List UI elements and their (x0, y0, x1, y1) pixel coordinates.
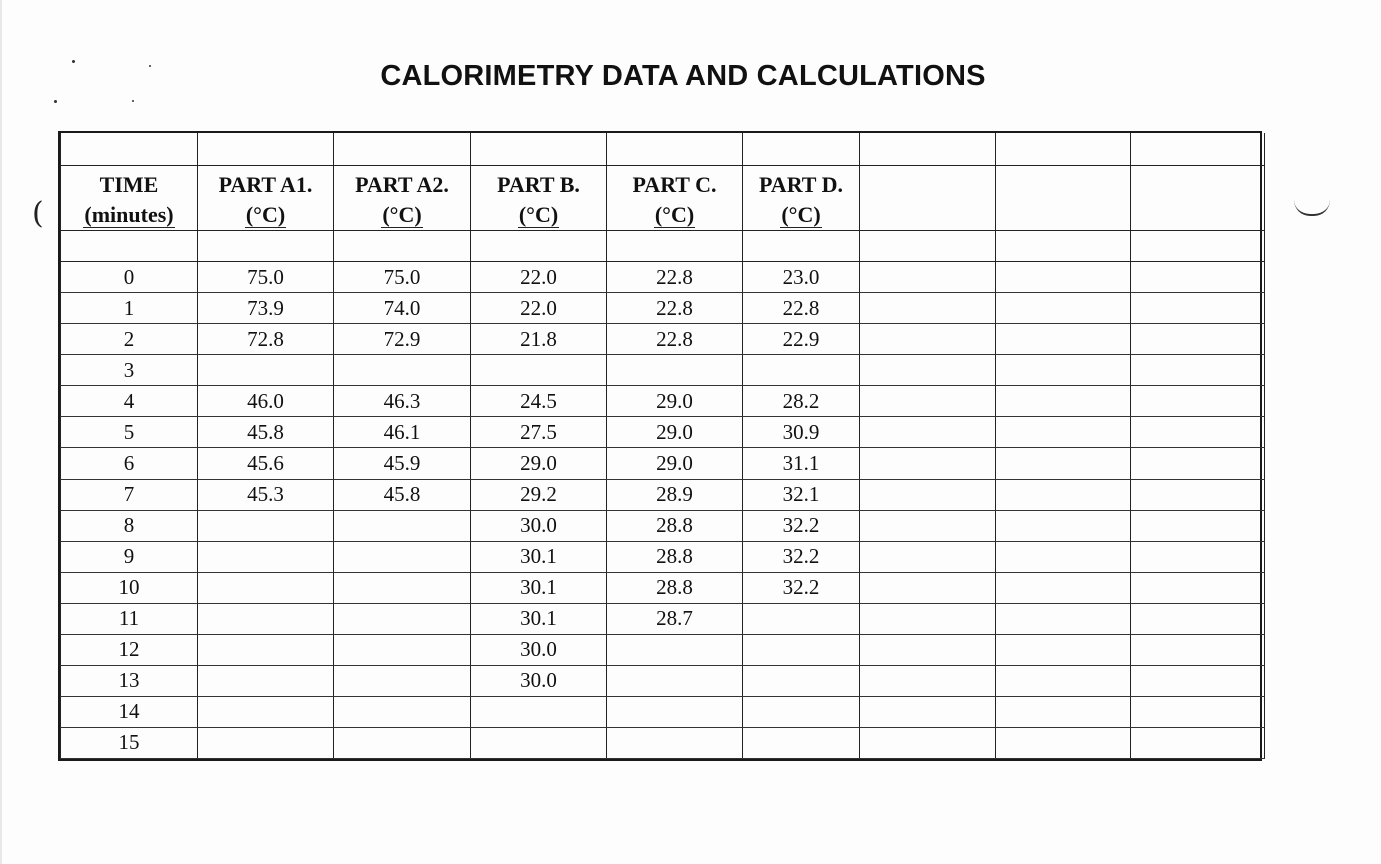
temperature-cell (1131, 634, 1265, 665)
temperature-cell (1131, 696, 1265, 727)
temperature-cell (198, 603, 334, 634)
header-unit-text: (°C) (781, 202, 821, 228)
header-spacer-row (61, 133, 1265, 166)
temperature-cell: 75.0 (198, 262, 334, 293)
temperature-cell: 73.9 (198, 293, 334, 324)
temperature-cell (334, 634, 471, 665)
temperature-cell: 30.1 (471, 603, 607, 634)
temperature-cell (860, 603, 996, 634)
temperature-cell: 22.8 (607, 324, 743, 355)
temperature-cell (996, 417, 1131, 448)
temperature-cell (198, 355, 334, 386)
temperature-cell (1131, 386, 1265, 417)
temperature-cell: 32.2 (743, 572, 860, 603)
temperature-cell (996, 262, 1131, 293)
temperature-cell: 45.3 (198, 479, 334, 510)
table-row (61, 696, 1265, 727)
temperature-cell: 29.0 (607, 386, 743, 417)
header-unit-cell (334, 200, 471, 231)
temperature-cell (996, 541, 1131, 572)
table-row (61, 665, 1265, 696)
time-cell: 8 (61, 510, 198, 541)
temperature-cell (1131, 293, 1265, 324)
temperature-cell: 72.8 (198, 324, 334, 355)
time-cell: 10 (61, 572, 198, 603)
table-row (61, 510, 1265, 541)
table-row (61, 417, 1265, 448)
header-cell (1131, 166, 1265, 201)
header-unit-cell (1131, 200, 1265, 231)
temperature-cell (1131, 541, 1265, 572)
temperature-cell: 28.8 (607, 572, 743, 603)
temperature-cell (198, 696, 334, 727)
temperature-cell: 32.1 (743, 479, 860, 510)
temperature-cell (860, 541, 996, 572)
temperature-cell: 22.8 (607, 262, 743, 293)
time-cell: 7 (61, 479, 198, 510)
table-row (61, 355, 1265, 386)
temperature-cell (607, 355, 743, 386)
table-row (61, 324, 1265, 355)
temperature-cell (1131, 417, 1265, 448)
temperature-cell (996, 386, 1131, 417)
temperature-cell (1131, 324, 1265, 355)
temperature-cell: 74.0 (334, 293, 471, 324)
temperature-cell: 29.0 (471, 448, 607, 479)
calorimetry-table (60, 133, 1265, 759)
table-row (61, 727, 1265, 758)
temperature-cell (743, 727, 860, 758)
temperature-cell (334, 727, 471, 758)
temperature-cell (743, 634, 860, 665)
temperature-cell: 30.1 (471, 541, 607, 572)
temperature-cell (996, 603, 1131, 634)
temperature-cell (860, 417, 996, 448)
temperature-cell: 45.9 (334, 448, 471, 479)
table-row (61, 386, 1265, 417)
temperature-cell (743, 355, 860, 386)
table-row (61, 262, 1265, 293)
temperature-cell (198, 665, 334, 696)
temperature-cell: 46.0 (198, 386, 334, 417)
temperature-cell (996, 510, 1131, 541)
temperature-cell (334, 665, 471, 696)
temperature-cell: 27.5 (471, 417, 607, 448)
temperature-cell (471, 355, 607, 386)
temperature-cell: 30.1 (471, 572, 607, 603)
temperature-cell (1131, 355, 1265, 386)
temperature-cell (860, 448, 996, 479)
temperature-cell (860, 262, 996, 293)
temperature-cell (996, 727, 1131, 758)
time-cell: 6 (61, 448, 198, 479)
temperature-cell (334, 603, 471, 634)
header-gap-row (61, 231, 1265, 262)
temperature-cell (607, 696, 743, 727)
header-unit-text: (°C) (245, 202, 286, 228)
header-unit-cell (860, 200, 996, 231)
temperature-cell (198, 510, 334, 541)
table-row (61, 479, 1265, 510)
temperature-cell (996, 572, 1131, 603)
header-cell: PART A2. (334, 166, 471, 201)
calorimetry-table-frame (58, 131, 1262, 761)
time-cell: 4 (61, 386, 198, 417)
temperature-cell (471, 696, 607, 727)
table-row (61, 572, 1265, 603)
temperature-cell (607, 727, 743, 758)
temperature-cell: 22.0 (471, 262, 607, 293)
temperature-cell: 24.5 (471, 386, 607, 417)
header-unit-cell (61, 200, 198, 231)
time-cell: 12 (61, 634, 198, 665)
temperature-cell (860, 696, 996, 727)
temperature-cell (860, 324, 996, 355)
temperature-cell (860, 386, 996, 417)
temperature-cell: 46.1 (334, 417, 471, 448)
table-row (61, 448, 1265, 479)
header-unit-text: (minutes) (84, 202, 174, 228)
table-row (61, 293, 1265, 324)
header-cell: PART A1. (198, 166, 334, 201)
temperature-cell (334, 355, 471, 386)
temperature-cell (860, 634, 996, 665)
temperature-cell (198, 634, 334, 665)
header-unit-text: (°C) (382, 202, 422, 228)
header-cell (996, 166, 1131, 201)
temperature-cell (996, 634, 1131, 665)
time-cell: 11 (61, 603, 198, 634)
header-unit-cell (743, 200, 860, 231)
temperature-cell: 21.8 (471, 324, 607, 355)
temperature-cell: 30.0 (471, 665, 607, 696)
temperature-cell (334, 541, 471, 572)
temperature-cell (996, 479, 1131, 510)
temperature-cell (860, 727, 996, 758)
temperature-cell: 31.1 (743, 448, 860, 479)
temperature-cell (1131, 727, 1265, 758)
time-cell: 14 (61, 696, 198, 727)
temperature-cell (996, 448, 1131, 479)
temperature-cell (1131, 262, 1265, 293)
temperature-cell: 32.2 (743, 541, 860, 572)
temperature-cell (860, 355, 996, 386)
temperature-cell (743, 603, 860, 634)
temperature-cell: 28.8 (607, 510, 743, 541)
temperature-cell (1131, 572, 1265, 603)
header-cell: PART D. (743, 166, 860, 201)
temperature-cell: 28.2 (743, 386, 860, 417)
temperature-cell: 32.2 (743, 510, 860, 541)
temperature-cell (860, 510, 996, 541)
temperature-cell: 28.9 (607, 479, 743, 510)
temperature-cell (334, 572, 471, 603)
temperature-cell: 30.0 (471, 634, 607, 665)
temperature-cell: 22.8 (743, 293, 860, 324)
table-row (61, 634, 1265, 665)
temperature-cell (1131, 448, 1265, 479)
temperature-cell: 45.8 (334, 479, 471, 510)
temperature-cell: 29.0 (607, 448, 743, 479)
header-cell: TIME (61, 166, 198, 201)
temperature-cell (607, 634, 743, 665)
temperature-cell (1131, 479, 1265, 510)
table-row (61, 541, 1265, 572)
temperature-cell (996, 324, 1131, 355)
temperature-cell (198, 727, 334, 758)
temperature-cell: 22.8 (607, 293, 743, 324)
temperature-cell (1131, 665, 1265, 696)
temperature-cell: 29.0 (607, 417, 743, 448)
time-cell: 15 (61, 727, 198, 758)
time-cell: 9 (61, 541, 198, 572)
header-unit-cell (471, 200, 607, 231)
header-unit-text: (°C) (518, 202, 559, 228)
scan-speck (54, 100, 57, 103)
temperature-cell (198, 572, 334, 603)
temperature-cell (743, 696, 860, 727)
temperature-cell (996, 696, 1131, 727)
temperature-cell (996, 355, 1131, 386)
temperature-cell: 22.0 (471, 293, 607, 324)
header-cell: PART B. (471, 166, 607, 201)
temperature-cell (334, 510, 471, 541)
temperature-cell: 45.8 (198, 417, 334, 448)
time-cell: 3 (61, 355, 198, 386)
temperature-cell (1131, 510, 1265, 541)
temperature-cell (607, 665, 743, 696)
temperature-cell: 30.0 (471, 510, 607, 541)
scan-speck (132, 100, 134, 102)
temperature-cell (334, 696, 471, 727)
temperature-cell (996, 665, 1131, 696)
temperature-cell: 46.3 (334, 386, 471, 417)
time-cell: 5 (61, 417, 198, 448)
temperature-cell: 72.9 (334, 324, 471, 355)
temperature-cell (860, 665, 996, 696)
header-cell: PART C. (607, 166, 743, 201)
temperature-cell (1131, 603, 1265, 634)
temperature-cell: 29.2 (471, 479, 607, 510)
temperature-cell: 75.0 (334, 262, 471, 293)
temperature-cell (198, 541, 334, 572)
temperature-cell (860, 293, 996, 324)
temperature-cell (471, 727, 607, 758)
page-title: CALORIMETRY DATA AND CALCULATIONS (380, 60, 986, 92)
time-cell: 1 (61, 293, 198, 324)
temperature-cell (860, 479, 996, 510)
header-cell (860, 166, 996, 201)
temperature-cell: 28.7 (607, 603, 743, 634)
header-unit-cell (198, 200, 334, 231)
temperature-cell (996, 293, 1131, 324)
temperature-cell: 45.6 (198, 448, 334, 479)
time-cell: 0 (61, 262, 198, 293)
temperature-cell (860, 572, 996, 603)
time-cell: 13 (61, 665, 198, 696)
temperature-cell: 28.8 (607, 541, 743, 572)
time-cell: 2 (61, 324, 198, 355)
header-unit-cell (996, 200, 1131, 231)
temperature-cell (743, 665, 860, 696)
temperature-cell: 23.0 (743, 262, 860, 293)
header-unit-cell (607, 200, 743, 231)
temperature-cell: 22.9 (743, 324, 860, 355)
margin-curve-mark (1294, 200, 1330, 216)
header-row-units (61, 200, 1265, 231)
header-row-labels (61, 166, 1265, 201)
margin-bracket-mark: ( (32, 196, 44, 231)
temperature-cell: 30.9 (743, 417, 860, 448)
header-unit-text: (°C) (654, 202, 695, 228)
table-row (61, 603, 1265, 634)
